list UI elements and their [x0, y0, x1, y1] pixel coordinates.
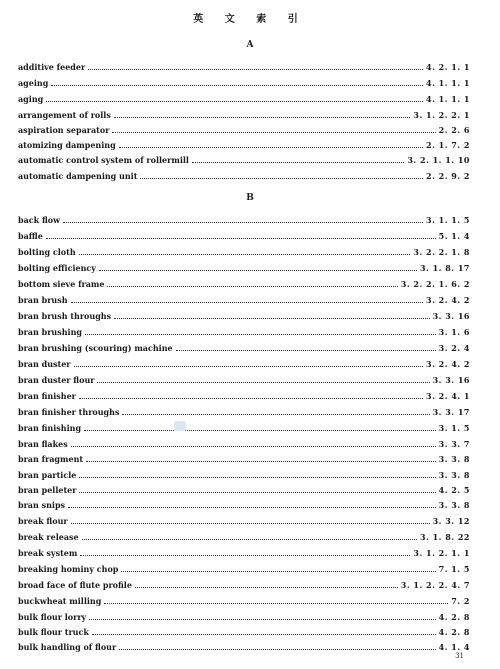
- dot-leader: [46, 101, 423, 102]
- dot-leader: [112, 132, 435, 133]
- entry-term: bran brushing (scouring) machine: [18, 343, 173, 353]
- dot-leader: [84, 430, 436, 431]
- entry-term: bulk flour truck: [18, 627, 89, 637]
- entry-term: additive feeder: [18, 62, 86, 72]
- index-entry: [18, 562, 470, 576]
- index-entry: [18, 610, 470, 624]
- entry-reference: 7. 2: [451, 596, 470, 606]
- dot-leader: [74, 366, 424, 367]
- entry-term: bolting cloth: [18, 247, 76, 257]
- entry-term: break system: [18, 548, 78, 558]
- index-entry: [18, 373, 470, 387]
- entry-reference: 3. 3. 12: [432, 516, 470, 526]
- entry-reference: 3. 1. 5: [438, 423, 470, 433]
- entry-term: buckwheat milling: [18, 596, 102, 606]
- entry-term: bran finisher throughs: [18, 407, 120, 417]
- index-entry: [18, 229, 470, 243]
- dot-leader: [114, 318, 429, 319]
- entry-reference: 3. 1. 2. 2. 4. 7: [400, 580, 470, 590]
- scan-smudge: [174, 421, 186, 431]
- entry-reference: 4. 1. 1. 1: [426, 94, 470, 104]
- index-entry: [18, 309, 470, 323]
- entry-reference: 3. 2. 2. 1. 8: [413, 247, 470, 257]
- entry-term: breaking hominy chop: [18, 564, 119, 574]
- index-entry: [18, 261, 470, 275]
- entry-term: bran brush throughs: [18, 311, 112, 321]
- entry-term: bran particle: [18, 470, 77, 480]
- index-entry: [18, 76, 470, 90]
- entry-reference: 3. 1. 6: [438, 327, 470, 337]
- entry-term: atomizing dampening: [18, 140, 116, 150]
- index-entry: [18, 169, 470, 183]
- entry-term: back flow: [18, 215, 61, 225]
- index-entry: [18, 437, 470, 451]
- entry-reference: 3. 2. 4: [438, 343, 470, 353]
- index-entry: [18, 325, 470, 339]
- index-entry: [18, 123, 470, 137]
- entry-term: bolting efficiency: [18, 263, 96, 273]
- entry-reference: 3. 2. 2. 1. 6. 2: [400, 279, 470, 289]
- section-letter-b: B: [246, 193, 254, 203]
- entry-reference: 3. 1. 8. 22: [419, 532, 470, 542]
- dot-leader: [107, 286, 397, 287]
- entry-reference: 3. 3. 7: [438, 439, 470, 449]
- index-entry: [18, 594, 470, 608]
- dot-leader: [104, 603, 448, 604]
- index-entry: [18, 277, 470, 291]
- dot-leader: [119, 649, 435, 650]
- entry-reference: 3. 3. 8: [438, 500, 470, 510]
- index-entry: [18, 530, 470, 544]
- entry-reference: 3. 2. 1. 1. 10: [407, 155, 470, 165]
- entry-term: aspiration separator: [18, 125, 110, 135]
- entry-term: bran finisher: [18, 391, 76, 401]
- entry-reference: 4. 2. 8: [438, 627, 470, 637]
- dot-leader: [79, 254, 411, 255]
- dot-leader: [71, 523, 430, 524]
- entry-reference: 3. 1. 1. 5: [426, 215, 470, 225]
- dot-leader: [89, 619, 435, 620]
- page-title: 英 文 索 引: [193, 14, 307, 25]
- entry-term: bran duster flour: [18, 375, 95, 385]
- entry-reference: 3. 2. 4. 1: [426, 391, 470, 401]
- index-entry: [18, 546, 470, 560]
- entry-reference: 2. 2. 9. 2: [426, 171, 470, 181]
- entry-reference: 3. 1. 2. 2. 1: [413, 110, 470, 120]
- entry-reference: 4. 1. 1. 1: [426, 78, 470, 88]
- dot-leader: [85, 334, 436, 335]
- dot-leader: [140, 178, 423, 179]
- index-entry: [18, 578, 470, 592]
- dot-leader: [79, 398, 423, 399]
- dot-leader: [122, 414, 429, 415]
- index-entry: [18, 108, 470, 122]
- dot-leader: [46, 238, 436, 239]
- dot-leader: [51, 85, 423, 86]
- entry-reference: 3. 2. 4. 2: [426, 359, 470, 369]
- entry-term: break release: [18, 532, 79, 542]
- index-entry: [18, 92, 470, 106]
- index-entry: [18, 421, 470, 435]
- entry-term: aging: [18, 94, 44, 104]
- dot-leader: [68, 507, 436, 508]
- entry-term: bran flakes: [18, 439, 68, 449]
- index-entry: [18, 640, 470, 654]
- index-entry: [18, 138, 470, 152]
- index-entry: [18, 405, 470, 419]
- entry-reference: 3. 3. 16: [432, 375, 470, 385]
- entry-reference: 4. 2. 1. 1: [426, 62, 470, 72]
- entry-term: automatic control system of rollermill: [18, 155, 189, 165]
- dot-leader: [192, 162, 404, 163]
- section-letter-a: A: [246, 40, 254, 50]
- entry-reference: 3. 3. 16: [432, 311, 470, 321]
- dot-leader: [121, 571, 435, 572]
- index-entry: [18, 341, 470, 355]
- dot-leader: [92, 634, 436, 635]
- entry-term: break flour: [18, 516, 68, 526]
- entry-reference: 5. 1. 4: [438, 231, 470, 241]
- index-entry: [18, 389, 470, 403]
- entry-term: bulk flour lorry: [18, 612, 87, 622]
- dot-leader: [119, 147, 423, 148]
- index-entry: [18, 452, 470, 466]
- entry-term: baffle: [18, 231, 43, 241]
- entry-reference: 3. 1. 2. 1. 1: [413, 548, 470, 558]
- index-entry: [18, 498, 470, 512]
- dot-leader: [79, 492, 435, 493]
- dot-leader: [79, 477, 435, 478]
- entry-reference: 4. 2. 5: [438, 485, 470, 495]
- index-entry: [18, 153, 470, 167]
- dot-leader: [71, 302, 423, 303]
- index-entry: [18, 213, 470, 227]
- entry-term: bran brush: [18, 295, 68, 305]
- entry-reference: 3. 3. 17: [432, 407, 470, 417]
- entry-term: bottom sieve frame: [18, 279, 105, 289]
- index-entry: [18, 245, 470, 259]
- entry-term: bran snips: [18, 500, 66, 510]
- index-entry: [18, 514, 470, 528]
- index-entry: [18, 625, 470, 639]
- entry-term: automatic dampening unit: [18, 171, 138, 181]
- dot-leader: [135, 587, 398, 588]
- entry-term: bran duster: [18, 359, 71, 369]
- dot-leader: [114, 117, 411, 118]
- entry-reference: 7. 1. 5: [438, 564, 470, 574]
- index-entry: [18, 468, 470, 482]
- index-entry: [18, 483, 470, 497]
- dot-leader: [82, 539, 417, 540]
- entry-reference: 3. 2. 4. 2: [426, 295, 470, 305]
- entry-reference: 3. 1. 8. 17: [419, 263, 470, 273]
- dot-leader: [99, 270, 417, 271]
- entry-reference: 4. 1. 4: [438, 642, 470, 652]
- entry-term: bran pelleter: [18, 485, 77, 495]
- index-entry: [18, 293, 470, 307]
- entry-term: arrangement of rolls: [18, 110, 111, 120]
- index-entry: [18, 357, 470, 371]
- entry-term: ageing: [18, 78, 49, 88]
- page-number: 31: [455, 652, 464, 660]
- entry-reference: 3. 3. 8: [438, 454, 470, 464]
- entry-reference: 3. 3. 8: [438, 470, 470, 480]
- entry-reference: 2. 2. 6: [438, 125, 470, 135]
- dot-leader: [97, 382, 429, 383]
- entry-term: bran brushing: [18, 327, 82, 337]
- dot-leader: [80, 555, 410, 556]
- index-entry: [18, 60, 470, 74]
- dot-leader: [63, 222, 423, 223]
- entry-term: bran finishing: [18, 423, 82, 433]
- dot-leader: [86, 461, 436, 462]
- entry-term: broad face of flute profile: [18, 580, 132, 590]
- entry-term: bulk handling of flour: [18, 642, 117, 652]
- entry-reference: 2. 1. 7. 2: [426, 140, 470, 150]
- entry-term: bran fragment: [18, 454, 84, 464]
- dot-leader: [71, 446, 436, 447]
- entry-reference: 4. 2. 8: [438, 612, 470, 622]
- dot-leader: [88, 69, 423, 70]
- dot-leader: [176, 350, 436, 351]
